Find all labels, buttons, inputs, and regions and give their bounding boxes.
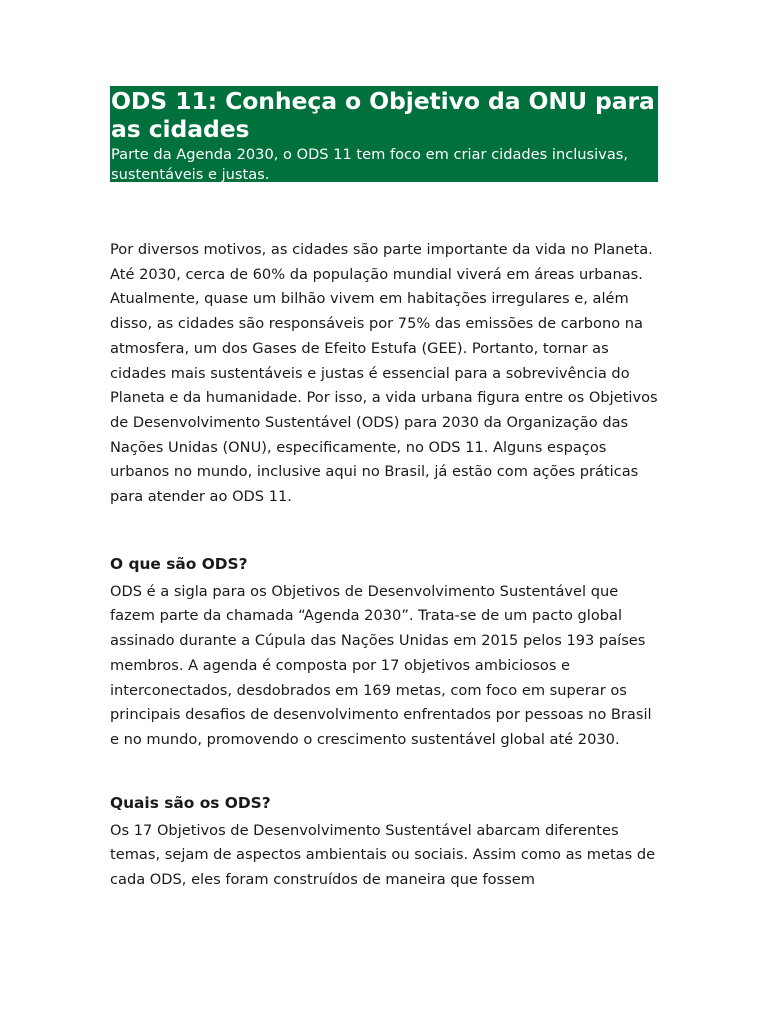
section-paragraph-quais-sao-os-ods: Os 17 Objetivos de Desenvolvimento Sustentável abarcam diferentes temas, sejam de aspectos ambientais ou sociais. Assim como as metas de cada ODS, eles foram construídos de maneira que fossem bbox=[110, 821, 656, 889]
document-page bbox=[110, 86, 658, 893]
section-paragraph-o-que-sao-ods: ODS é a sigla para os Objetivos de Desenvolvimento Sustentável que fazem parte da chamada “Agenda 2030”. Trata-se de um pacto global assinado durante a Cúpula das Nações Unidas em 2015 pelos 193 países membros. A agenda é composta por 17 objetivos ambiciosos e interconectados, desdobrados em 169 metas, com foco em superar os principais desafios de desenvolvimento enfrentados por pessoas no Brasil e no mundo, promovendo o crescimento sustentável global até 2030. bbox=[110, 582, 652, 748]
section-heading-quais-sao-os-ods: Quais são os ODS? bbox=[110, 793, 271, 812]
section-heading-o-que-sao-ods: O que são ODS? bbox=[110, 554, 248, 573]
page-title: ODS 11: Conheça o Objetivo da ONU para as cidades bbox=[111, 87, 655, 143]
page-subtitle: Parte da Agenda 2030, o ODS 11 tem foco em criar cidades inclusivas, sustentáveis e justas. bbox=[111, 146, 629, 183]
intro-paragraph: Por diversos motivos, as cidades são parte importante da vida no Planeta. Até 2030, cerca de 60% da população mundial viverá em áreas urbanas. Atualmente, quase um bilhão vivem em habitações irregulares e, além disso, as cidades são responsáveis por 75% das emissões de carbono na atmosfera, um dos Gases de Efeito Estufa (GEE). Portanto, tornar as cidades mais sustentáveis e justas é essencial para a sobrevivência do Planeta e da humanidade. Por isso, a vida urbana figura entre os Objetivos de Desenvolvimento Sustentável (ODS) para 2030 da Organização das Nações Unidas (ONU), especificamente, no ODS 11. Alguns espaços urbanos no mundo, inclusive aqui no Brasil, já estão com ações práticas para atender ao ODS 11. bbox=[110, 241, 658, 506]
title-banner bbox=[110, 86, 658, 182]
